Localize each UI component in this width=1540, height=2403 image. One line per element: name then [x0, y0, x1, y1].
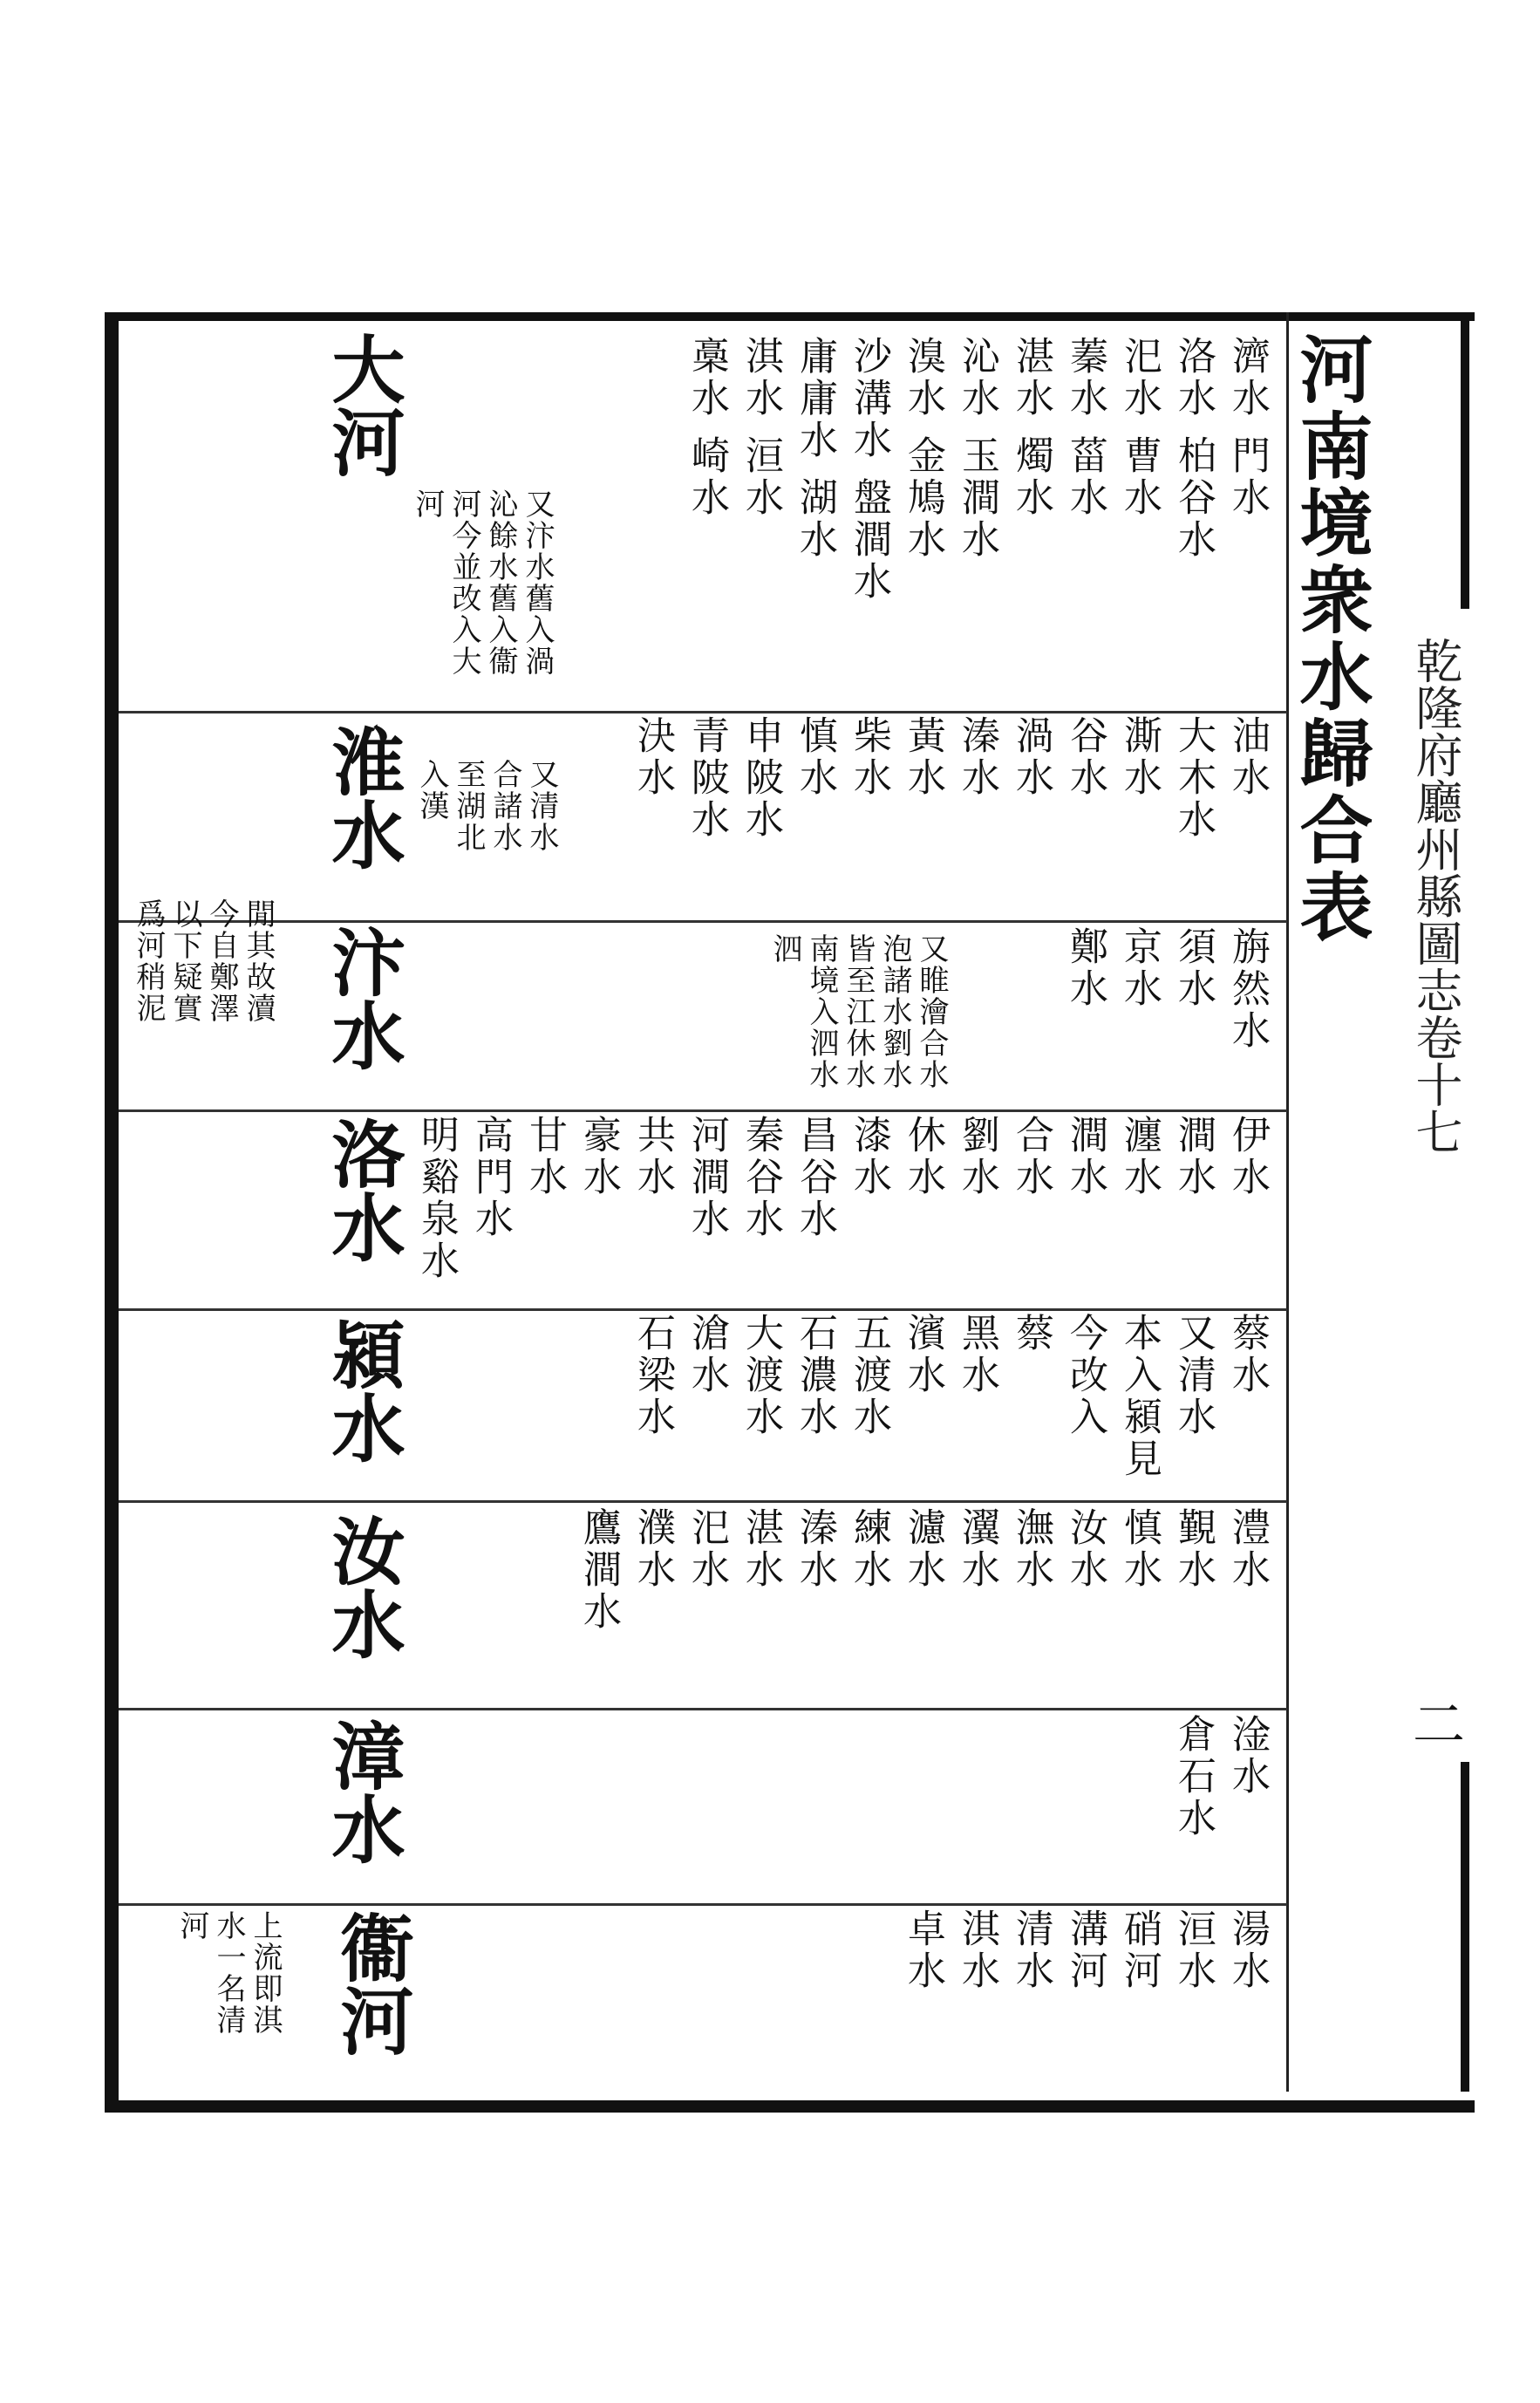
row-divider: [119, 1109, 1287, 1112]
list-item: 慎水: [1117, 1507, 1162, 1591]
row-luo-cols: [413, 1115, 1270, 1282]
list-item: 溱水: [793, 1507, 837, 1591]
list-item: 今改入: [1063, 1313, 1107, 1438]
list-item: 慎水: [793, 715, 837, 799]
list-item: 溱水: [955, 715, 999, 799]
list-item: 練水: [847, 1507, 891, 1591]
list-item: 明谿泉水: [414, 1115, 459, 1282]
row-divider: [119, 1708, 1287, 1710]
list-item: 濱水: [901, 1313, 945, 1396]
list-item: 瀍水: [1117, 1115, 1162, 1198]
list-item: 澧水: [1225, 1507, 1270, 1591]
list-item: 澌水: [1117, 715, 1162, 799]
list-item: 昌谷水: [793, 1115, 837, 1240]
note-line: 閒其故瀆: [241, 898, 276, 1024]
note-line: 南境入泗水: [804, 933, 839, 1090]
note-line: 爲河稍泥: [131, 898, 166, 1024]
row-head-dahe: 大河: [320, 331, 406, 478]
list-item: 濾水: [901, 1507, 945, 1591]
list-item: 淇水: [955, 1908, 999, 1992]
list-item: 伊水: [1225, 1115, 1270, 1198]
row-bian-notes: [767, 933, 949, 1090]
list-item: 溴水 金鳩水: [901, 336, 945, 561]
note-line: 沁餘水舊入衞: [483, 488, 518, 677]
list-item: 湛水: [739, 1507, 783, 1591]
list-item: 潕水: [1009, 1507, 1053, 1591]
list-item: 瀷水: [955, 1507, 999, 1591]
list-item: 高門水: [468, 1115, 513, 1240]
list-item: 合水: [1009, 1115, 1053, 1198]
list-item: 鷹澗水: [576, 1507, 621, 1633]
list-item: 秦谷水: [739, 1115, 783, 1240]
row-head-bian: 汴水: [320, 925, 406, 1071]
note-line: 又清水: [524, 759, 559, 853]
row-divider: [119, 1500, 1287, 1503]
list-item: 鄭水: [1063, 926, 1107, 1010]
list-item: 清水: [1009, 1908, 1053, 1992]
list-item: 豪水: [576, 1115, 621, 1198]
row-divider: [119, 1308, 1287, 1311]
list-item: 湛水 燭水: [1009, 336, 1053, 519]
note-line: 河: [410, 488, 445, 520]
list-item: 須水: [1171, 926, 1216, 1010]
list-item: 濟水 門水: [1225, 336, 1270, 519]
list-item: 滄水: [685, 1313, 729, 1396]
row-bian-cols: [1062, 926, 1270, 1052]
row-divider: [119, 920, 1287, 923]
list-item: 漆水: [847, 1115, 891, 1198]
list-item: 溝河: [1063, 1908, 1107, 1992]
note-line: 今自鄭澤: [204, 898, 239, 1024]
row-head-wei: 衞河: [329, 1910, 415, 2057]
margin-border-top: [1395, 312, 1469, 609]
margin-border-bottom: [1395, 1762, 1469, 2092]
list-item: 青陂水: [685, 715, 729, 841]
list-item: 石濃水: [793, 1313, 837, 1438]
list-item: 汝水: [1063, 1507, 1107, 1591]
note-line: 河: [174, 1910, 209, 1942]
note-line: 入漢: [414, 759, 449, 822]
note-line: 泡諸水劉水: [877, 933, 912, 1090]
list-item: 申陂水: [739, 715, 783, 841]
list-item: 河澗水: [685, 1115, 729, 1240]
list-item: 庸庸水 湖水: [793, 336, 837, 561]
note-line: 河今並改入大: [446, 488, 481, 677]
list-item: 甘水: [522, 1115, 567, 1198]
list-item: 湯水: [1225, 1908, 1270, 1992]
list-item: 油水: [1225, 715, 1270, 799]
row-head-zhang: 漳水: [320, 1718, 406, 1865]
note-line: 至湖北: [451, 759, 486, 853]
list-item: 谷水: [1063, 715, 1107, 799]
page-number: 二: [1413, 1695, 1465, 1756]
list-item: 沁水 玉澗水: [955, 336, 999, 561]
list-item: 決水: [630, 715, 675, 799]
list-item: 汜水: [685, 1507, 729, 1591]
list-item: 共水: [630, 1115, 675, 1198]
list-item: 澗水: [1171, 1115, 1216, 1198]
note-line: 合諸水: [487, 759, 522, 853]
list-item: 休水: [901, 1115, 945, 1198]
list-item: 黃水: [901, 715, 945, 799]
note-line: 泗: [767, 933, 802, 965]
list-item: 石梁水: [630, 1313, 675, 1438]
note-line: 上流即淇: [248, 1910, 283, 2036]
row-bian-side-notes: [131, 898, 276, 1024]
note-line: 又睢澮合水: [914, 933, 949, 1090]
list-item: 大渡水: [739, 1313, 783, 1438]
list-item: 五渡水: [847, 1313, 891, 1438]
row-huai-cols: [630, 715, 1270, 841]
note-line: 皆至江休水: [841, 933, 876, 1090]
list-item: 覲水: [1171, 1507, 1216, 1591]
row-dahe-notes: [410, 488, 555, 677]
list-item: 倉石水: [1171, 1714, 1216, 1840]
list-item: 硝河: [1117, 1908, 1162, 1992]
note-line: 水一名清: [211, 1910, 246, 2036]
list-item: 沙溝水 盤澗水: [847, 336, 891, 603]
note-line: 以下疑實: [167, 898, 202, 1024]
list-item: 蔡水: [1225, 1313, 1270, 1396]
row-wei-notes: [174, 1910, 283, 2036]
list-item: 洹水: [1171, 1908, 1216, 1992]
list-item: 京水: [1117, 926, 1162, 1010]
row-wei-cols: [900, 1908, 1270, 1992]
row-huai-notes: [414, 759, 559, 853]
row-head-huai: 淮水: [320, 724, 406, 870]
list-item: 大木水: [1171, 715, 1216, 841]
list-item: 劉水: [955, 1115, 999, 1198]
list-item: 旃然水: [1225, 926, 1270, 1052]
row-divider: [119, 711, 1287, 713]
table-title: 河南境衆水歸合表: [1288, 331, 1374, 945]
note-line: 又汴水舊入渦: [520, 488, 555, 677]
row-zhang-cols: [1170, 1714, 1270, 1840]
list-item: 又清水: [1171, 1313, 1216, 1438]
list-item: 卓水: [901, 1908, 945, 1992]
row-ru-cols: [576, 1507, 1270, 1633]
list-item: 柴水: [847, 715, 891, 799]
list-item: 澗水: [1063, 1115, 1107, 1198]
row-head-luo: 洛水: [320, 1116, 406, 1263]
margin-header: 乾隆府廳州縣圖志卷十七: [1408, 637, 1463, 1155]
row-divider: [119, 1903, 1287, 1906]
list-item: 濮水: [630, 1507, 675, 1591]
list-item: 淦水: [1225, 1714, 1270, 1798]
list-item: 渦水: [1009, 715, 1053, 799]
list-item: 蓁水 菑水: [1063, 336, 1107, 519]
row-ying-cols: [630, 1313, 1270, 1480]
row-dahe-cols: [684, 336, 1270, 603]
list-item: 蔡: [1009, 1313, 1053, 1355]
list-item: 洛水 柏谷水: [1171, 336, 1216, 561]
list-item: 淇水 洹水: [739, 336, 783, 519]
row-head-ru: 汝水: [320, 1513, 406, 1660]
list-item: 槀水 崎水: [685, 336, 729, 519]
list-item: 汜水 曹水: [1117, 336, 1162, 519]
list-item: 本入潁見: [1117, 1313, 1162, 1480]
row-head-ying: 潁水: [320, 1317, 406, 1464]
list-item: 黑水: [955, 1313, 999, 1396]
